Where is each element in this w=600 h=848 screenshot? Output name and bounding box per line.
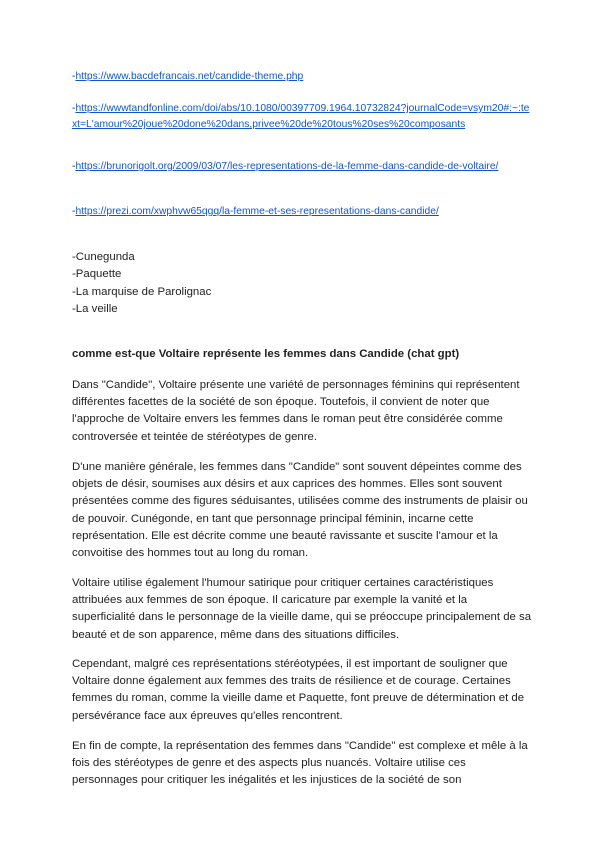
reference-link-4 bbox=[72, 204, 530, 220]
link-dash: - bbox=[72, 206, 76, 217]
character-list bbox=[72, 249, 472, 318]
section-heading: comme est-que Voltaire représente les femmes dans Candide (chat gpt) bbox=[72, 348, 460, 360]
paragraph-desire: D'une manière générale, les femmes dans "Candide" sont souvent dépeintes comme des objets de désir, soumises aux désirs et aux caprices des hommes. Elles sont souvent présentées comme des figures séduisantes, utilisées comme des instruments de plaisir ou de pouvoir. Cunégonde, en tant que personnage principal féminin, incarne cette représentation. Elle est décrite comme une beauté ravissante et suscite l'amour et la convoitise des hommes tout au long du roman. bbox=[72, 461, 528, 560]
reference-link-1 bbox=[72, 69, 530, 85]
paragraph-conclusion: En fin de compte, la représentation des femmes dans "Candide" est complexe et mêle à la fois des stéréotypes de genre et des aspects plus nuancés. Voltaire utilise ces personnages pour critiquer les inégalités et les injustices de la société de son bbox=[72, 740, 528, 787]
link-bacdefrancais[interactable]: https://www.bacdefrancais.net/candide-theme.php bbox=[75, 71, 304, 82]
link-dash: - bbox=[72, 161, 76, 172]
reference-link-3 bbox=[72, 159, 530, 175]
list-item: -La veille bbox=[72, 302, 118, 315]
link-dash: - bbox=[72, 71, 76, 82]
list-item: -Cunegunda bbox=[72, 251, 135, 263]
link-prezi[interactable]: https://prezi.com/xwphvw65qgq/la-femme-et-ses-representations-dans-candide/ bbox=[75, 206, 439, 217]
paragraph-intro: Dans "Candide", Voltaire présente une variété de personnages féminins qui représentent différentes facettes de la société de son époque. Toutefois, il convient de noter que l'approche de Voltaire envers les femmes dans le roman peut être considérée comme controversée et teintée de stéréotypes de genre. bbox=[72, 379, 520, 443]
link-dash: - bbox=[72, 103, 76, 114]
paragraph-resilience: Cependant, malgré ces représentations stéréotypées, il est important de souligner que Voltaire donne également aux femmes des traits de résilience et de courage. Certaines femmes du roman, comme la vieille dame et Paquette, font preuve de détermination et de persévérance face aux épreuves qu'elles rencontrent. bbox=[72, 658, 525, 722]
link-brunorigolt[interactable]: https://brunorigolt.org/2009/03/07/les-representations-de-la-femme-dans-candide-de-voltaire/ bbox=[75, 161, 499, 172]
list-item: -Paquette bbox=[72, 268, 122, 281]
link-tandfonline[interactable]: https://wwwtandfonline.com/doi/abs/10.1080/00397709.1964.10732824?journalCode=vsym20#:~:text=L'amour%20joue%20done%20dans,privee%20de%20tous%20ses%20composants bbox=[72, 103, 530, 130]
reference-link-2 bbox=[72, 101, 530, 133]
paragraph-satire: Voltaire utilise également l'humour satirique pour critiquer certaines caractéristiques attribuées aux femmes de son époque. Il caricature par exemple la vanité et la superficialité dans le personnage de la vieille dame, qui se préoccupe principalement de sa beauté et de son apparence, même dans des situations difficiles. bbox=[72, 577, 532, 641]
list-item: -La marquise de Parolignac bbox=[72, 285, 212, 298]
